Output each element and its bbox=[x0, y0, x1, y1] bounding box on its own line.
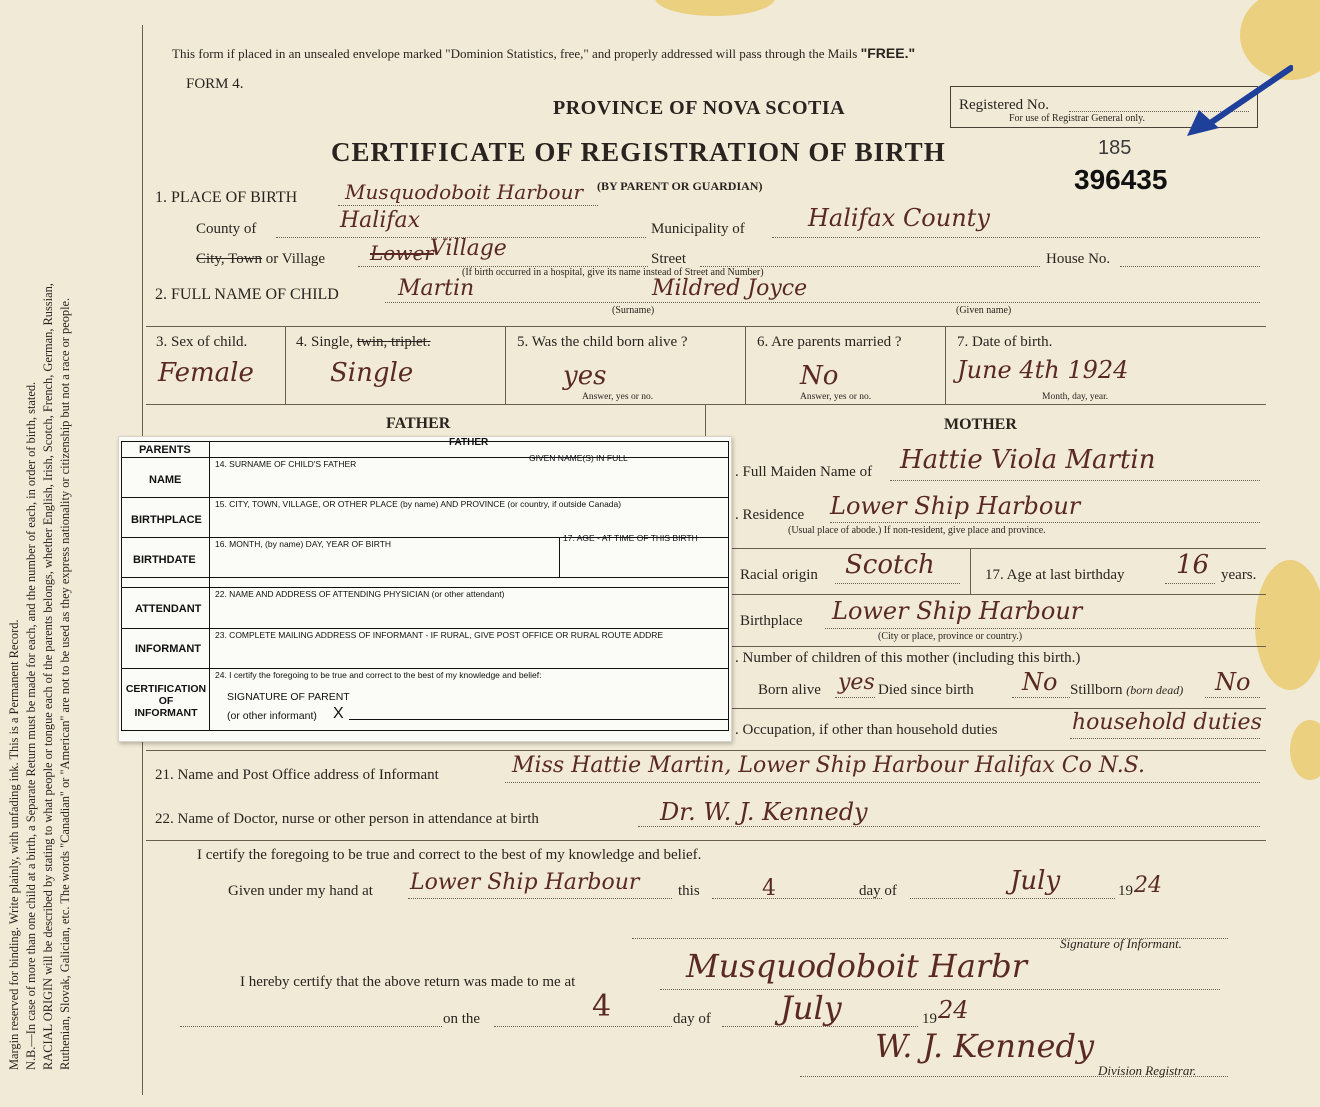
mother-birthplace-fill bbox=[825, 628, 1260, 629]
given-day-value: 4 bbox=[762, 876, 776, 901]
margin-line-4: Ruthenian, Slovak, Galician, etc. The words "Canadian" or "American" are not to be used as they express nationality or citizenship but not a race or people. bbox=[58, 297, 72, 1070]
born-alive-count-value: yes bbox=[838, 670, 875, 695]
registrar-note: For use of Registrar General only. bbox=[1009, 113, 1145, 124]
given-caption: (Given name) bbox=[956, 305, 1012, 316]
reg-number-large: 396435 bbox=[1074, 164, 1168, 195]
municipality-label: Municipality of bbox=[651, 221, 745, 237]
place-of-birth-label: 1. PLACE OF BIRTH bbox=[155, 189, 298, 206]
year-prefix: 19 bbox=[1118, 883, 1133, 899]
street-label: Street bbox=[651, 251, 686, 267]
child-surname-value: Martin bbox=[398, 276, 475, 301]
mother-age-label: 17. Age at last birthday bbox=[985, 567, 1125, 583]
city-value: Village bbox=[430, 236, 507, 261]
house-fill bbox=[1120, 266, 1260, 267]
died-label: Died since birth bbox=[878, 682, 974, 698]
overlay-father-label: FATHER bbox=[449, 437, 489, 448]
maiden-name-value: Hattie Viola Martin bbox=[900, 445, 1156, 475]
this-label: this bbox=[678, 883, 700, 899]
registrar-caption: Division Registrar. bbox=[1098, 1063, 1197, 1078]
occupation-value: household duties bbox=[1072, 710, 1262, 735]
residence-fill bbox=[830, 522, 1260, 523]
informant-signature-caption: Signature of Informant. bbox=[1060, 936, 1182, 951]
given-day-fill bbox=[712, 898, 882, 899]
born-alive-label: 5. Was the child born alive ? bbox=[517, 334, 688, 350]
stain bbox=[655, 0, 775, 16]
mail-note: This form if placed in an unsealed envelope marked "Dominion Statistics, free," and properly addressed will pass through the Mails "FREE." bbox=[172, 45, 916, 61]
by-parent-note: (BY PARENT OR GUARDIAN) bbox=[597, 179, 763, 193]
col-divider bbox=[285, 326, 286, 404]
sex-label: 3. Sex of child. bbox=[156, 334, 248, 350]
dob-caption: Month, day, year. bbox=[1042, 392, 1109, 402]
dob-value: June 4th 1924 bbox=[957, 356, 1129, 384]
child-given-value: Mildred Joyce bbox=[652, 276, 808, 301]
city-value-struck: Lower bbox=[370, 241, 434, 265]
overlay-rule bbox=[121, 497, 729, 498]
overlay-parents-label: PARENTS bbox=[139, 444, 191, 456]
maiden-name-fill bbox=[890, 480, 1260, 481]
overlay-attendant-field: 22. NAME AND ADDRESS OF ATTENDING PHYSICIAN (or other attendant) bbox=[215, 589, 505, 599]
died-value: No bbox=[1022, 668, 1058, 696]
house-label: House No. bbox=[1046, 251, 1111, 267]
mother-age-fill bbox=[1165, 583, 1215, 584]
residence-value: Lower Ship Harbour bbox=[830, 492, 1081, 520]
mother-birthplace-value: Lower Ship Harbour bbox=[832, 597, 1083, 625]
answer-caption: Answer, yes or no. bbox=[582, 392, 654, 402]
residence-caption: (Usual place of abode.) If non-resident, give place and province. bbox=[788, 525, 1046, 536]
overlay-signature-line bbox=[349, 719, 729, 720]
racial-origin-label: Racial origin bbox=[740, 567, 818, 583]
registrar-statement: I hereby certify that the above return was made to me at bbox=[240, 974, 576, 990]
overlay-signature-label: SIGNATURE OF PARENT bbox=[227, 691, 350, 703]
margin-line-1: Margin reserved for binding. Write plainly, with unfading ink. This is a Permanent Record. bbox=[7, 619, 21, 1070]
mother-age-value: 16 bbox=[1176, 550, 1210, 580]
surname-caption: (Surname) bbox=[612, 305, 655, 316]
form-number: FORM 4. bbox=[186, 76, 244, 92]
child-name-fill bbox=[385, 302, 1260, 303]
row-divider bbox=[732, 594, 1266, 595]
row-divider bbox=[732, 708, 1266, 709]
overlay-rule bbox=[121, 628, 729, 629]
overlay-frame bbox=[121, 441, 729, 731]
row-divider bbox=[732, 646, 1266, 647]
row-divider bbox=[146, 404, 1266, 405]
given-month-fill bbox=[910, 898, 1115, 899]
overlay-surname-label: 14. SURNAME OF CHILD'S FATHER bbox=[215, 459, 357, 469]
margin-notes bbox=[6, 10, 74, 1070]
registrar-place-fill bbox=[660, 989, 1220, 990]
plurality-label: 4. Single, twin, triplet. bbox=[296, 334, 431, 350]
doctor-label: 22. Name of Doctor, nurse or other person in attendance at birth bbox=[155, 811, 539, 827]
reg-number-small: 185 bbox=[1098, 137, 1132, 159]
child-name-label: 2. FULL NAME OF CHILD bbox=[155, 286, 339, 303]
arrow-mark bbox=[1183, 62, 1293, 142]
plurality-value: Single bbox=[330, 358, 414, 388]
stillborn-value: No bbox=[1215, 668, 1251, 696]
children-count-label: . Number of children of this mother (including this birth.) bbox=[735, 650, 1081, 666]
overlay-birthplace-field: 15. CITY, TOWN, VILLAGE, OR OTHER PLACE (by name) AND PROVINCE (or country, if outside Canada) bbox=[215, 499, 622, 509]
overlay-signature-sub: (or other informant) bbox=[227, 710, 317, 722]
occupation-label: . Occupation, if other than household duties bbox=[735, 722, 998, 738]
margin-line-2: N.B.—In case of more than one child at a birth, a Separate Return must be made for each, and the number of each, in order of birth, stated. bbox=[24, 381, 38, 1070]
given-place-value: Lower Ship Harbour bbox=[410, 870, 640, 895]
registrar-blank-fill bbox=[180, 1026, 442, 1027]
mother-heading: MOTHER bbox=[944, 416, 1017, 433]
overlay-signature-x: X bbox=[333, 705, 344, 722]
given-place-fill bbox=[408, 898, 672, 899]
margin-line-3: RACIAL ORIGIN will be described by stating to what people or tongue each of the parents belongs, whether English, Irish, Scotch, French, German, Russian, bbox=[41, 283, 55, 1070]
overlay-birthdate-field: 16. MONTH, (by name) DAY, YEAR OF BIRTH bbox=[215, 539, 392, 549]
informant-value: Miss Hattie Martin, Lower Ship Harbour Halifax Co N.S. bbox=[512, 753, 1145, 778]
overlay-given-label: GIVEN NAME(S) IN FULL bbox=[529, 453, 628, 463]
day-of-label: day of bbox=[859, 883, 897, 899]
born-alive-count-label: Born alive bbox=[758, 682, 821, 698]
registrar-month-value: July bbox=[780, 989, 842, 1027]
overlay-rule bbox=[121, 577, 729, 578]
overlay-cert-field: 24. I certify the foregoing to be true and correct to the best of my knowledge and belief: bbox=[215, 670, 542, 680]
mother-birthplace-caption: (City or place, province or country.) bbox=[878, 631, 1023, 642]
stillborn-label: Stillborn (born dead) bbox=[1070, 682, 1184, 698]
registrar-day-value: 4 bbox=[592, 989, 612, 1024]
overlay-certification-label: CERTIFICATION OF INFORMANT bbox=[125, 683, 207, 719]
stillborn-fill bbox=[1205, 697, 1260, 698]
overlay-birthdate-label: BIRTHDATE bbox=[133, 554, 196, 566]
dob-label: 7. Date of birth. bbox=[957, 334, 1053, 350]
mother-birthplace-label: Birthplace bbox=[740, 613, 803, 629]
row-divider bbox=[146, 326, 1266, 327]
died-fill bbox=[1012, 697, 1070, 698]
municipality-fill bbox=[772, 237, 1260, 238]
given-year-value: 24 bbox=[1134, 873, 1162, 898]
province-heading: PROVINCE OF NOVA SCOTIA bbox=[553, 97, 846, 119]
county-value: Halifax bbox=[340, 208, 421, 233]
col-divider bbox=[945, 326, 946, 404]
overlay-birthplace-label: BIRTHPLACE bbox=[131, 514, 202, 526]
place-of-birth-value: Musquodoboit Harbour bbox=[345, 180, 584, 204]
overlay-label-column bbox=[209, 441, 210, 731]
city-label: City, Town or Village bbox=[196, 251, 326, 267]
maiden-name-label: . Full Maiden Name of bbox=[735, 464, 873, 480]
father-heading: FATHER bbox=[386, 415, 451, 432]
married-value: No bbox=[800, 361, 839, 391]
informant-label: 21. Name and Post Office address of Informant bbox=[155, 767, 439, 783]
occupation-fill bbox=[1070, 738, 1260, 739]
overlay-informant-label: INFORMANT bbox=[135, 643, 201, 655]
registrar-place-value: Musquodoboit Harbr bbox=[686, 947, 1027, 985]
stain bbox=[1290, 720, 1320, 780]
county-label: County of bbox=[196, 221, 257, 237]
overlay-informant-field: 23. COMPLETE MAILING ADDRESS OF INFORMANT - IF RURAL, GIVE POST OFFICE OR RURAL ROUTE ADDRE bbox=[215, 630, 664, 640]
registrar-day-fill bbox=[494, 1026, 672, 1027]
row-divider bbox=[732, 548, 1266, 549]
answer-caption: Answer, yes or no. bbox=[800, 392, 872, 402]
stain bbox=[1255, 560, 1320, 690]
certify-statement: I certify the foregoing to be true and correct to the best of my knowledge and belief. bbox=[197, 847, 702, 863]
born-alive-count-fill bbox=[835, 697, 875, 698]
married-label: 6. Are parents married ? bbox=[757, 334, 902, 350]
mother-age-unit: years. bbox=[1221, 567, 1257, 583]
overlay-rule bbox=[121, 457, 729, 458]
registered-label: Registered No. bbox=[959, 97, 1049, 113]
col-divider bbox=[745, 326, 746, 404]
doctor-value: Dr. W. J. Kennedy bbox=[660, 798, 868, 826]
on-the-label: on the bbox=[443, 1011, 481, 1027]
given-under-label: Given under my hand at bbox=[228, 883, 373, 899]
place-of-birth-fill bbox=[338, 205, 598, 206]
row-divider bbox=[146, 840, 1266, 841]
overlay-col-divider bbox=[559, 537, 560, 577]
overlay-rule bbox=[121, 587, 729, 588]
racial-origin-fill bbox=[835, 583, 960, 584]
given-month-value: July bbox=[1010, 866, 1061, 896]
born-alive-value: yes bbox=[563, 361, 607, 391]
registrar-year-value: 24 bbox=[938, 996, 969, 1024]
col-divider bbox=[970, 548, 971, 594]
overlay-age-field: 17. AGE - AT TIME OF THIS BIRTH bbox=[563, 533, 698, 543]
overlay-form bbox=[118, 436, 732, 742]
overlay-rule bbox=[121, 668, 729, 669]
col-divider bbox=[505, 326, 506, 404]
residence-label: . Residence bbox=[735, 507, 805, 523]
municipality-value: Halifax County bbox=[808, 204, 990, 232]
certificate-title: CERTIFICATE OF REGISTRATION OF BIRTH bbox=[331, 137, 946, 167]
overlay-attendant-label: ATTENDANT bbox=[135, 603, 202, 615]
registrar-signature: W. J. Kennedy bbox=[875, 1027, 1095, 1065]
hospital-note: (If birth occurred in a hospital, give its name instead of Street and Number) bbox=[462, 267, 764, 278]
registrar-year-prefix: 19 bbox=[922, 1011, 937, 1027]
overlay-name-label: NAME bbox=[149, 474, 182, 486]
informant-fill bbox=[505, 782, 1260, 783]
registrar-day-of-label: day of bbox=[673, 1011, 711, 1027]
row-divider bbox=[146, 750, 1266, 751]
sex-value: Female bbox=[158, 358, 254, 388]
racial-origin-value: Scotch bbox=[845, 550, 935, 580]
doctor-fill bbox=[638, 826, 1260, 827]
